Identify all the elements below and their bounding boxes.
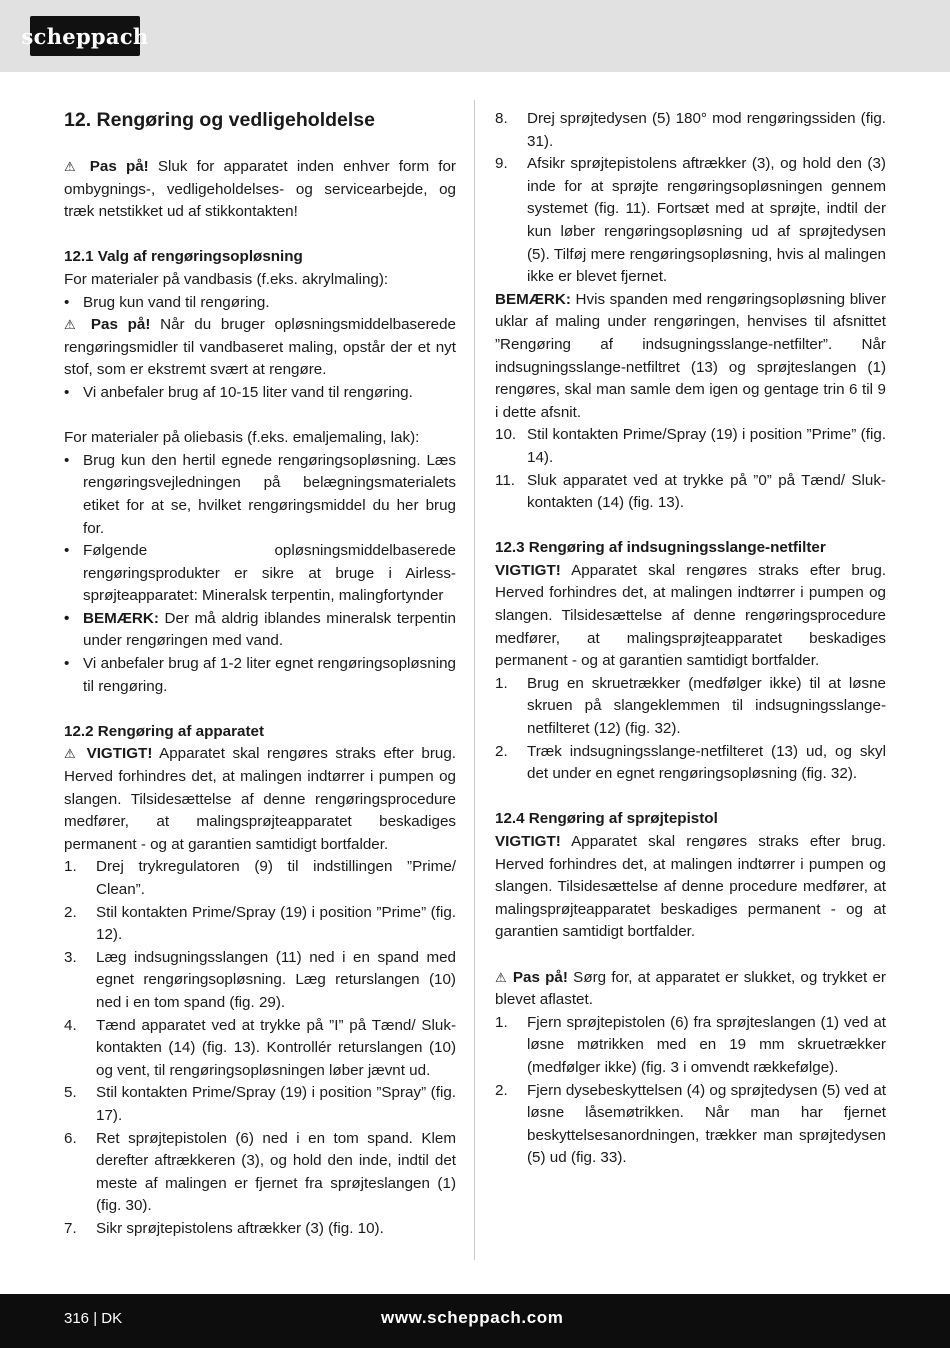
intro-warning: ⚠ Pas på! Sluk for apparatet inden enhver form for ombygnings-, vedligeholdelses- og servicearbejde, og træk netstikket ud af stikkontakten! — [64, 158, 456, 221]
step-item: 3. Læg indsugningsslangen (11) ned i en spand med egnet rengøringsopløsning. Læg returslangen (10) ned i en tom spand (fig. 29). — [64, 948, 456, 1011]
footer-bar — [0, 1294, 950, 1348]
step-item: 6. Ret sprøjtepistolen (6) ned i en tom spand. Klem derefter aftrækkeren (3), og hold den inde, indtil det meste af malingen er fjernet fra sprøjteslangen (1) (fig. 30). — [64, 1129, 456, 1215]
list-item: • Vi anbefaler brug af 1-2 liter egnet rengøringsopløsning til rengøring. — [64, 655, 456, 695]
list-item: • Brug kun vand til rengøring. — [64, 293, 270, 311]
step-item: 5. Stil kontakten Prime/Spray (19) i position ”Spray” (fig. 17). — [64, 1084, 456, 1124]
important-note: ⚠ VIGTIGT! Apparatet skal rengøres straks efter brug. Herved forhindres det, at malingen indtørrer i pumpen og slangen. Tilsidesættelse af denne rengøringsprocedure medfører, at malingsprøjteapparatet beskadiges permanent - og at garantien samtidigt bortfalder. — [64, 745, 456, 853]
warning-icon: ⚠ — [64, 317, 82, 333]
water-intro: For materialer på vandbasis (f.eks. akrylmaling): — [64, 270, 389, 288]
left-column — [64, 108, 456, 1241]
subsection-title-12-3: 12.3 Rengøring af indsugningsslange-netfilter — [495, 539, 826, 557]
step-item: 1. Drej trykregulatoren (9) til indstillingen ”Prime/ Clean”. — [64, 858, 456, 898]
step-item: 9. Afsikr sprøjtepistolens aftrækker (3), og hold den (3) inde for at sprøjte rengøringsopløsningen gennem systemet (fig. 11). Fortsæt med at sprøjte, indtil der kun løber rengøringsopløsning ud af sprøjtedysen (5). Tilføj mere rengøringsopløsning, hvis al malingen ikke er blevet fjernet. — [495, 155, 886, 286]
right-column — [495, 108, 886, 1170]
list-item: • BEMÆRK: Der må aldrig iblandes mineralsk terpentin under rengøringen med vand. — [64, 609, 456, 650]
step-item: 7. Sikr sprøjtepistolens aftrækker (3) (fig. 10). — [64, 1219, 384, 1237]
step-item: 1. Fjern sprøjtepistolen (6) fra sprøjteslangen (1) ved at løsne møtrikken med en 19 mm skruetrækker (medfølger ikke) (fig. 3 i omvendt rækkefølge). — [495, 1013, 886, 1076]
warning-icon: ⚠ — [64, 746, 79, 762]
subsection-title-12-1: 12.1 Valg af rengøringsopløsning — [64, 248, 303, 266]
step-item: 2. Træk indsugningsslange-netfilteret (13) ud, og skyl det under en egnet rengøringsopløsning (fig. 32). — [495, 742, 886, 783]
warning-icon: ⚠ — [64, 159, 81, 174]
caution-note: ⚠ Pas på! Sørg for, at apparatet er slukket, og trykket er blevet aflastet. — [495, 968, 886, 1009]
step-item: 11. Sluk apparatet ved at trykke på ”0” på Tænd/ Sluk-kontakten (14) (fig. 13). — [495, 471, 886, 512]
column-divider — [474, 100, 475, 1260]
note-paragraph: BEMÆRK: Hvis spanden med rengøringsopløsning bliver uklar af maling under rengøringen, henvises til afsnittet ”Rengøring af indsugningsslange-netfilter”. Når indsugningsslange-netfiltret (13) og sprøjteslangen (1) rengøres, skal man samle dem igen og gentage trin 6 til 9 i dette afsnit. — [495, 290, 886, 421]
warning-icon: ⚠ — [495, 969, 508, 985]
water-warning: ⚠ Pas på! Når du bruger opløsningsmiddelbaserede rengøringsmidler til vandbaseret maling, opstår der et nyt stof, som er ekstremt svært at rengøre. — [64, 316, 456, 379]
page-number: 316 | DK — [64, 1310, 123, 1327]
important-note: VIGTIGT! Apparatet skal rengøres straks efter brug. Herved forhindres det, at malingen indtørrer i pumpen og slangen. Tilsidesættelse af denne rengøringsprocedure medfører, at malingsprøjteapparatet beskadiges permanent - og at garantien samtidigt bortfalder. — [495, 561, 886, 670]
list-item: • Følgende opløsningsmiddelbaserede rengøringsprodukter er sikre at bruge i Airless-sprøjteapparatet: Mineralsk terpentin, malingfortynder — [64, 542, 456, 605]
header-band — [0, 0, 950, 72]
step-item: 4. Tænd apparatet ved at trykke på ”I” på Tænd/ Sluk-kontakten (14) (fig. 13). Kontrollér returslangen (10) og vent, til rengøringsopløsningen løber jævnt ud. — [64, 1016, 456, 1079]
subsection-title-12-2: 12.2 Rengøring af apparatet — [64, 722, 265, 740]
step-item: 10. Stil kontakten Prime/Spray (19) i position ”Prime” (fig. 14). — [495, 426, 886, 466]
step-item: 2. Stil kontakten Prime/Spray (19) i position ”Prime” (fig. 12). — [64, 903, 456, 944]
step-item: 2. Fjern dysebeskyttelsen (4) og sprøjtedysen (5) ved at løsne låsemøtrikken. Når man har fjernet beskyttelsesanordningen, trækker man sprøjtedysen (5) ud (fig. 33). — [495, 1081, 886, 1167]
list-item: • Vi anbefaler brug af 10-15 liter vand til rengøring. — [64, 383, 413, 401]
step-item: 1. Brug en skruetrækker (medfølger ikke) til at løsne skruen på slangeklemmen til indsugningsslange-netfilteret (12) (fig. 32). — [495, 674, 886, 738]
oil-intro: For materialer på oliebasis (f.eks. emaljemaling, lak): — [64, 429, 420, 447]
step-item: 8. Drej sprøjtedysen (5) 180° mod rengøringssiden (fig. 31). — [495, 110, 886, 150]
important-note: VIGTIGT! Apparatet skal rengøres straks efter brug. Herved forhindres det, at malingen indtørrer i pumpen og slangen. Tilsidesættelse af denne procedure medfører, at malingsprøjteapparatet beskadiges permanent - og at garantien samtidigt bortfalder. — [495, 833, 886, 941]
list-item: • Brug kun den hertil egnede rengøringsopløsning. Læs rengøringsvejledningen på belægningsmaterialets etiket for at se, hvilket rengøringsmiddel du her brug for. — [64, 451, 456, 537]
section-title: 12. Rengøring og vedligeholdelse — [64, 109, 375, 131]
website-url: www.scheppach.com — [381, 1308, 564, 1327]
scheppach-logo: scheppach — [30, 16, 140, 56]
subsection-title-12-4: 12.4 Rengøring af sprøjtepistol — [495, 810, 718, 828]
